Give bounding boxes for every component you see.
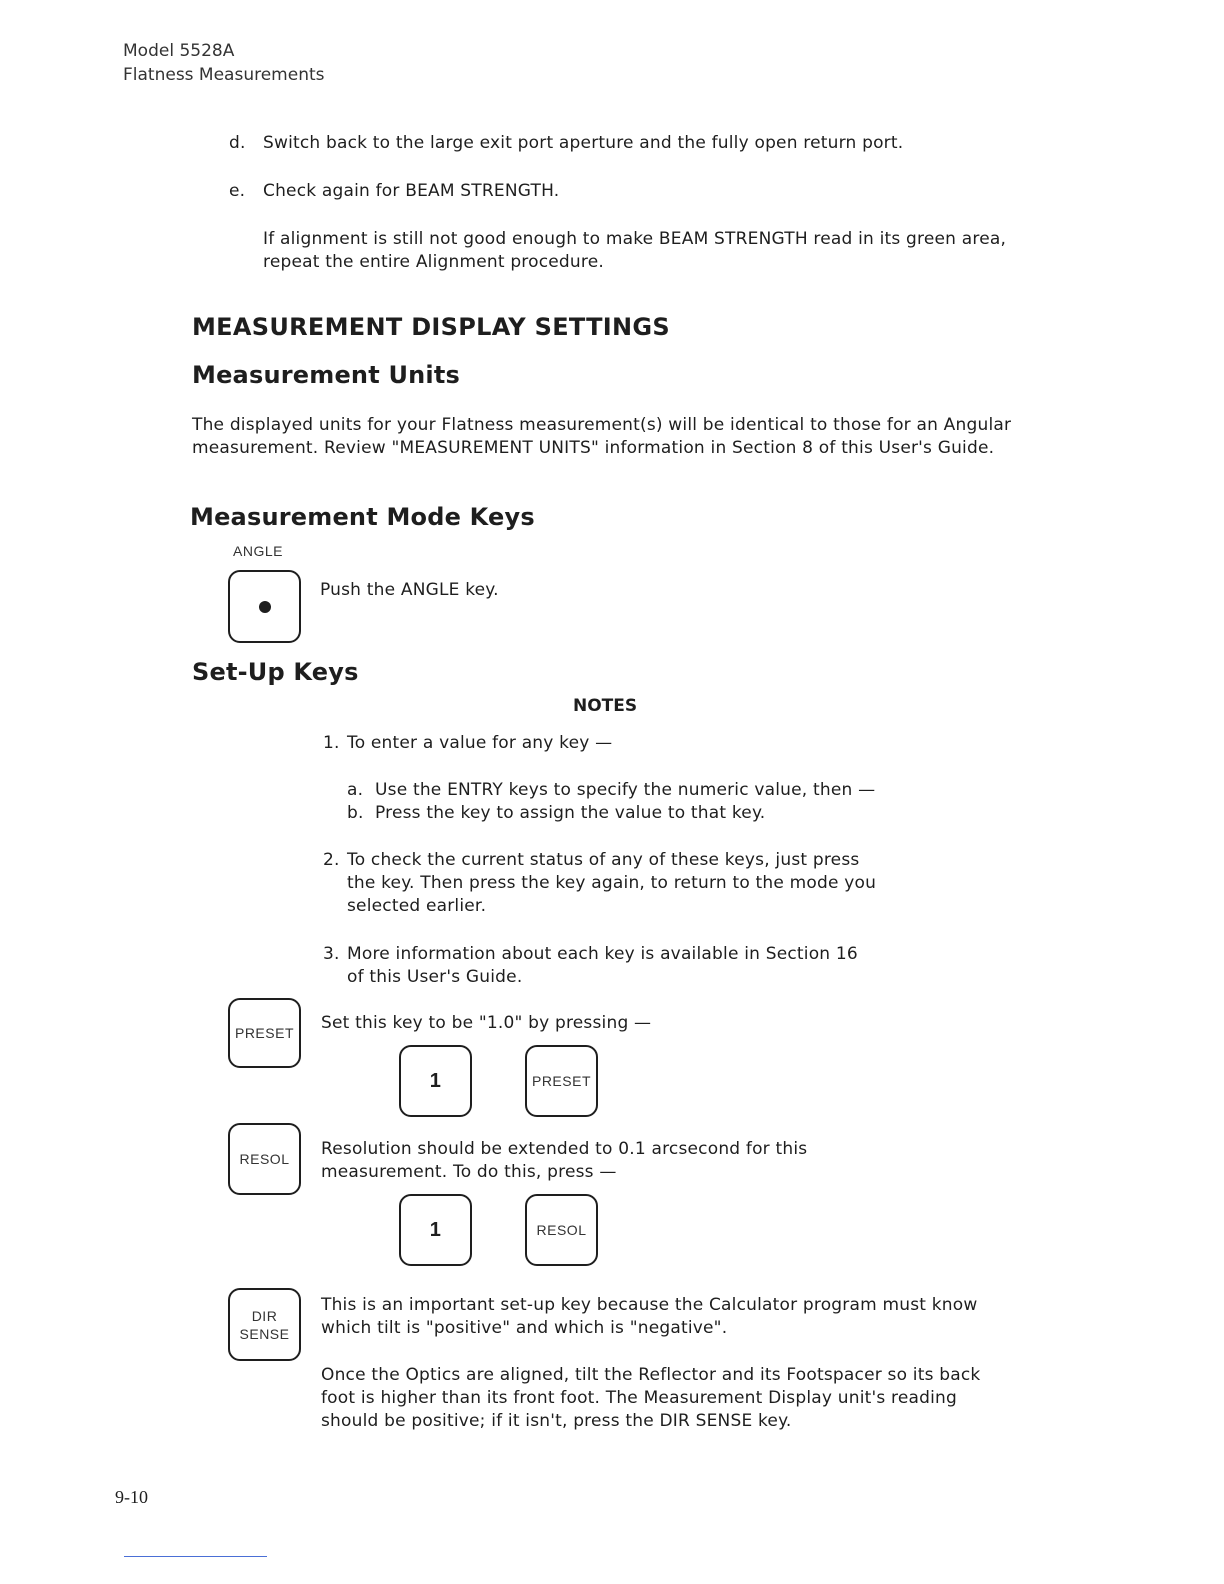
dir-sense-key-line1: DIR (251, 1307, 278, 1324)
resol-seq-key-resol: RESOL (525, 1194, 598, 1266)
note-1-text: To enter a value for any key — (347, 733, 613, 753)
dot-icon (259, 601, 271, 613)
note-1b-letter: b. (347, 803, 364, 823)
step-d-text: Switch back to the large exit port aperture and the fully open return port. (263, 133, 904, 153)
mode-keys-heading: Measurement Mode Keys (190, 503, 535, 531)
step-e-note-line1: If alignment is still not good enough to make BEAM STRENGTH read in its green area, (263, 229, 1007, 249)
resol-text-line1: Resolution should be extended to 0.1 arcsecond for this (321, 1139, 808, 1159)
header-section: Flatness Measurements (123, 65, 325, 85)
dir-sense-key (228, 1288, 301, 1361)
units-text-line2: measurement. Review "MEASUREMENT UNITS" information in Section 8 of this User's Guide. (192, 438, 995, 458)
note-1a-letter: a. (347, 780, 364, 800)
preset-key: PRESET (228, 998, 301, 1068)
dir-sense-p2-line1: Once the Optics are aligned, tilt the Reflector and its Footspacer so its back (321, 1365, 981, 1385)
page-number: 9-10 (115, 1487, 148, 1507)
note-2-line3: selected earlier. (347, 896, 487, 916)
preset-seq-key-preset: PRESET (525, 1045, 598, 1117)
resol-key: RESOL (228, 1123, 301, 1195)
angle-key-label: ANGLE (233, 543, 283, 559)
note-2-num: 2. (323, 850, 340, 870)
note-3-line2: of this User's Guide. (347, 967, 523, 987)
header-model: Model 5528A (123, 41, 235, 61)
angle-instruction: Push the ANGLE key. (320, 580, 499, 600)
setup-keys-heading: Set-Up Keys (192, 658, 359, 686)
resol-seq-key-1: 1 (399, 1194, 472, 1266)
step-e-note-line2: repeat the entire Alignment procedure. (263, 252, 604, 272)
dir-sense-key-line2: SENSE (239, 1325, 290, 1342)
dir-sense-p2-line2: foot is higher than its front foot. The Measurement Display unit's reading (321, 1388, 957, 1408)
step-e-text: Check again for BEAM STRENGTH. (263, 181, 560, 201)
step-e-letter: e. (229, 181, 246, 201)
note-2-line2: the key. Then press the key again, to return to the mode you (347, 873, 877, 893)
main-heading: MEASUREMENT DISPLAY SETTINGS (192, 313, 670, 341)
preset-instruction: Set this key to be "1.0" by pressing — (321, 1013, 652, 1033)
note-3-num: 3. (323, 944, 340, 964)
note-1-num: 1. (323, 733, 340, 753)
step-d-letter: d. (229, 133, 246, 153)
dir-sense-p1-line2: which tilt is "positive" and which is "negative". (321, 1318, 728, 1338)
units-heading: Measurement Units (192, 361, 460, 389)
note-3-line1: More information about each key is available in Section 16 (347, 944, 858, 964)
note-1a-text: Use the ENTRY keys to specify the numeric value, then — (375, 780, 876, 800)
dir-sense-p1-line1: This is an important set-up key because the Calculator program must know (321, 1295, 978, 1315)
notes-title: NOTES (573, 696, 638, 716)
preset-seq-key-1: 1 (399, 1045, 472, 1117)
units-text-line1: The displayed units for your Flatness measurement(s) will be identical to those for an Angular (192, 415, 1012, 435)
dir-sense-p2-line3: should be positive; if it isn't, press the DIR SENSE key. (321, 1411, 792, 1431)
note-2-line1: To check the current status of any of these keys, just press (347, 850, 860, 870)
angle-key (228, 570, 301, 643)
bottom-rule (124, 1556, 267, 1557)
note-1b-text: Press the key to assign the value to that key. (375, 803, 766, 823)
resol-text-line2: measurement. To do this, press — (321, 1162, 617, 1182)
